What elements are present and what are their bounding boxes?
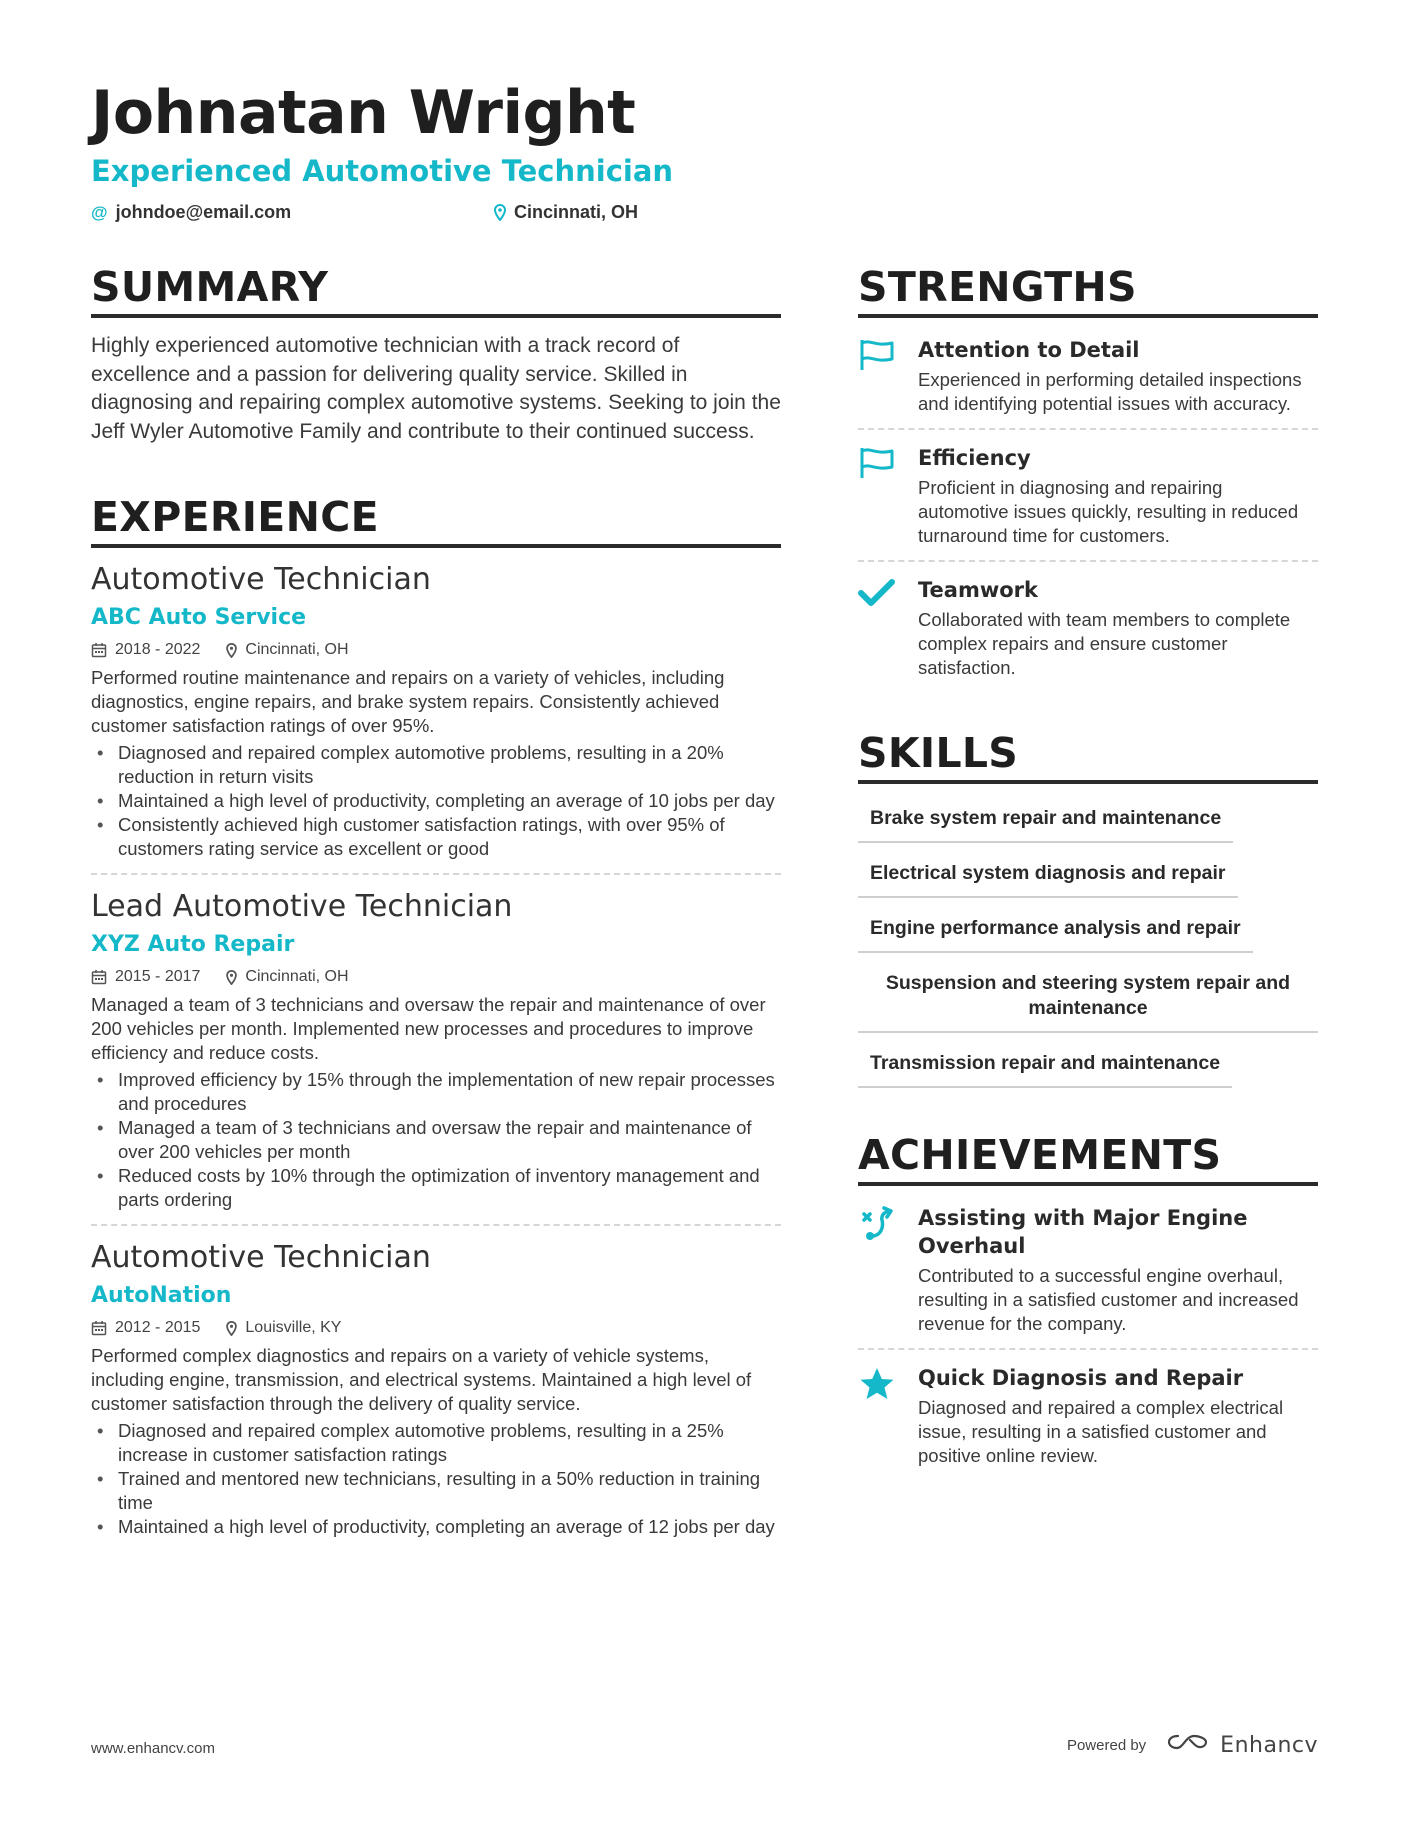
email-text: johndoe@email.com bbox=[115, 202, 292, 222]
company-name: XYZ Auto Repair bbox=[91, 932, 295, 957]
brand-logo[interactable] bbox=[1166, 1730, 1318, 1760]
footer-website[interactable]: www.enhancv.com bbox=[91, 1740, 215, 1757]
experience-entry bbox=[91, 873, 781, 1224]
job-bullet: • Reduced costs by 10% through the optimization of inventory management and parts ordering bbox=[91, 1164, 781, 1212]
job-bullet: • Trained and mentored new technicians, resulting in a 50% reduction in training time bbox=[91, 1467, 781, 1515]
location-pin-icon bbox=[226, 1321, 237, 1336]
location-pin-icon bbox=[494, 204, 506, 221]
job-title: Automotive Technician bbox=[91, 1240, 431, 1275]
strength-item bbox=[858, 428, 1318, 560]
calendar-icon bbox=[91, 642, 107, 658]
job-description: Performed complex diagnostics and repairs on a variety of vehicle systems, including engine, transmission, and electrical systems. Maintained a high level of customer satisfaction through the delivery of quality service. bbox=[91, 1345, 752, 1414]
strength-item bbox=[858, 560, 1318, 692]
job-bullet: • Diagnosed and repaired complex automotive problems, resulting in a 20% reduction in return visits bbox=[91, 741, 781, 789]
strength-title: Efficiency bbox=[918, 446, 1031, 470]
strengths-section bbox=[858, 262, 1318, 692]
enhancv-logo-icon bbox=[1166, 1730, 1212, 1760]
job-bullet: • Diagnosed and repaired complex automotive problems, resulting in a 25% increase in customer satisfaction ratings bbox=[91, 1419, 781, 1467]
job-location bbox=[226, 1316, 341, 1340]
job-bullet: • Maintained a high level of productivity, completing an average of 12 jobs per day bbox=[91, 1515, 781, 1539]
job-dates: 2018 - 2022 bbox=[115, 641, 201, 658]
skills-heading: SKILLS bbox=[858, 728, 1318, 784]
strength-description: Experienced in performing detailed inspections and identifying potential issues with accuracy. bbox=[918, 369, 1302, 414]
job-bullets bbox=[91, 1068, 781, 1212]
achievement-item bbox=[858, 1190, 1318, 1348]
job-description: Performed routine maintenance and repairs on a variety of vehicles, including diagnostics, engine repairs, and brake system repairs. Consistently achieved customer satisfaction ratings of over 95%. bbox=[91, 667, 725, 736]
skill-tag: Engine performance analysis and repair bbox=[858, 906, 1253, 953]
job-location bbox=[226, 638, 348, 662]
job-bullet: • Maintained a high level of productivity, completing an average of 10 jobs per day bbox=[91, 789, 781, 813]
checkmark-icon bbox=[858, 576, 918, 680]
calendar-icon bbox=[91, 1320, 107, 1336]
achievement-item bbox=[858, 1348, 1318, 1480]
experience-entry bbox=[91, 560, 781, 873]
footer-branding bbox=[1067, 1730, 1318, 1760]
strength-title: Teamwork bbox=[918, 578, 1038, 602]
job-meta bbox=[91, 965, 781, 989]
strength-item bbox=[858, 322, 1318, 428]
skill-tag: Electrical system diagnosis and repair bbox=[858, 851, 1238, 898]
job-location-text: Cincinnati, OH bbox=[245, 968, 349, 985]
job-dates: 2012 - 2015 bbox=[115, 1319, 201, 1336]
job-location-text: Cincinnati, OH bbox=[245, 641, 349, 658]
achievement-title: Assisting with Major Engine Overhaul bbox=[918, 1206, 1248, 1258]
company-name: ABC Auto Service bbox=[91, 605, 307, 630]
calendar-icon bbox=[91, 969, 107, 985]
job-title: Lead Automotive Technician bbox=[91, 889, 513, 924]
powered-by-text: Powered by bbox=[1066, 1736, 1147, 1754]
right-column bbox=[858, 262, 1318, 1480]
left-column bbox=[91, 262, 781, 1551]
achievement-title: Quick Diagnosis and Repair bbox=[918, 1366, 1244, 1390]
contact-row bbox=[91, 202, 1321, 228]
job-description: Managed a team of 3 technicians and oversaw the repair and maintenance of over 200 vehicles per month. Implemented new processes and procedures to improve efficiency and reduce costs. bbox=[91, 994, 766, 1063]
job-location bbox=[226, 965, 348, 989]
job-bullets bbox=[91, 1419, 781, 1539]
experience-entry bbox=[91, 1224, 781, 1551]
location-text: Cincinnati, OH bbox=[514, 202, 639, 222]
strength-title: Attention to Detail bbox=[918, 338, 1140, 362]
summary-text: Highly experienced automotive technician with a track record of excellence and a passion for delivering quality service. Skilled in diagnosing and repairing complex automotive systems. Seeking to join the Jeff Wyler Automotive Family and contribute to their continued success. bbox=[91, 334, 781, 443]
at-sign-icon: @ bbox=[91, 202, 108, 222]
resume-header bbox=[91, 78, 1321, 228]
experience-section bbox=[91, 492, 781, 1551]
skill-tag: Transmission repair and maintenance bbox=[858, 1041, 1232, 1088]
skill-tag: Suspension and steering system repair and maintenance bbox=[858, 961, 1318, 1033]
flag-icon bbox=[858, 444, 918, 548]
skills-section bbox=[858, 728, 1318, 1096]
location-pin-icon bbox=[226, 643, 237, 658]
location-contact bbox=[494, 202, 638, 223]
job-bullet: • Managed a team of 3 technicians and oversaw the repair and maintenance of over 200 vehicles per month bbox=[91, 1116, 781, 1164]
job-location-text: Louisville, KY bbox=[245, 1319, 342, 1336]
brand-name: Enhancv bbox=[1220, 1732, 1318, 1758]
path-arrow-icon bbox=[858, 1204, 918, 1336]
strengths-heading: STRENGTHS bbox=[858, 262, 1318, 318]
achievements-section bbox=[858, 1130, 1318, 1480]
summary-section bbox=[91, 262, 781, 446]
job-meta bbox=[91, 638, 781, 662]
star-icon bbox=[858, 1364, 918, 1468]
strength-description: Proficient in diagnosing and repairing automotive issues quickly, resulting in reduced turnaround time for customers. bbox=[918, 477, 1299, 546]
job-meta bbox=[91, 1316, 781, 1340]
achievement-description: Contributed to a successful engine overhaul, resulting in a satisfied customer and increased revenue for the company. bbox=[918, 1265, 1299, 1334]
location-pin-icon bbox=[226, 970, 237, 985]
job-bullet: • Improved efficiency by 15% through the implementation of new repair processes and procedures bbox=[91, 1068, 781, 1116]
summary-heading: SUMMARY bbox=[91, 262, 781, 318]
job-dates: 2015 - 2017 bbox=[115, 968, 201, 985]
achievement-description: Diagnosed and repaired a complex electrical issue, resulting in a satisfied customer and positive online review. bbox=[918, 1397, 1284, 1466]
job-bullets bbox=[91, 741, 781, 861]
company-name: AutoNation bbox=[91, 1283, 232, 1308]
strength-description: Collaborated with team members to complete complex repairs and ensure customer satisfaction. bbox=[918, 609, 1291, 678]
candidate-title: Experienced Automotive Technician bbox=[91, 154, 674, 188]
skills-list bbox=[858, 796, 1318, 1096]
job-title: Automotive Technician bbox=[91, 562, 431, 597]
achievements-heading: ACHIEVEMENTS bbox=[858, 1130, 1318, 1186]
flag-icon bbox=[858, 336, 918, 416]
experience-heading: EXPERIENCE bbox=[91, 492, 781, 548]
email-contact[interactable] bbox=[91, 202, 291, 223]
job-bullet: • Consistently achieved high customer satisfaction ratings, with over 95% of customers rating service as excellent or good bbox=[91, 813, 781, 861]
candidate-name: Johnatan Wright bbox=[91, 78, 636, 148]
skill-tag: Brake system repair and maintenance bbox=[858, 796, 1233, 843]
